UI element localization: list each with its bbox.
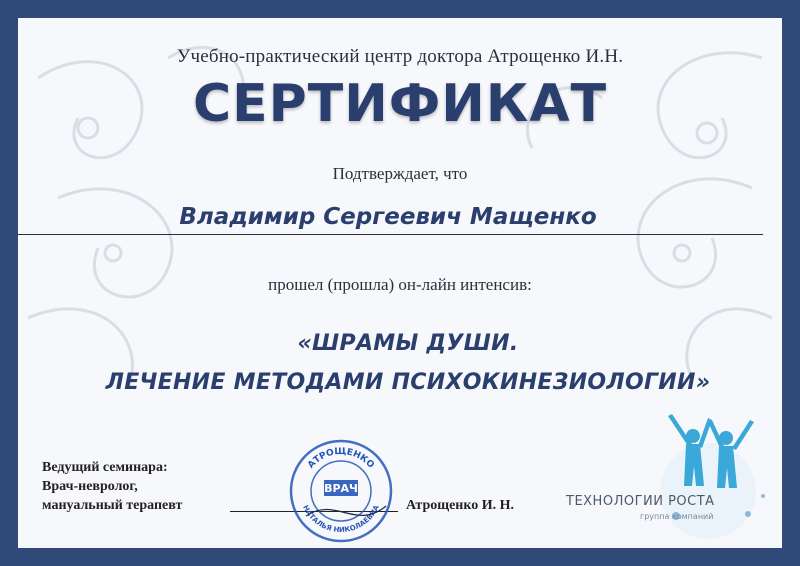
course-title-line2: ЛЕЧЕНИЕ МЕТОДАМИ ПСИХОКИНЕЗИОЛОГИИ» [105, 370, 711, 395]
leader-block [42, 458, 182, 515]
recipient-name: Владимир Сергеевич Мащенко [179, 204, 597, 230]
confirms-text: Подтверждает, что [332, 164, 468, 183]
leader-specialty: мануальный терапевт [42, 498, 183, 513]
certificate-title: СЕРТИФИКАТ [192, 74, 608, 134]
stamp-center-text: ВРАЧ [324, 482, 358, 495]
stamp-seal [286, 436, 396, 546]
stamp-top-text: АТРОЩЕНКО [306, 446, 376, 471]
company-logo-subtitle: группа компаний [640, 512, 714, 521]
course-title-line1: «ШРАМЫ ДУШИ. [297, 331, 519, 356]
completed-text: прошел (прошла) он-лайн интенсив: [268, 275, 532, 294]
svg-text:АТРОЩЕНКО [306, 447, 376, 471]
certificate-panel [18, 18, 782, 548]
company-logo-text: ТЕХНОЛОГИИ РОСТА [566, 494, 715, 509]
name-underline [18, 234, 763, 235]
svg-text:НАТАЛЬЯ НИКОЛАЕВНА [301, 503, 381, 534]
leader-label: Ведущий семинара: [42, 460, 168, 475]
signatory-name: Атрощенко И. Н. [406, 498, 515, 513]
company-logo-icon [558, 396, 782, 546]
stamp-bottom-text: НАТАЛЬЯ НИКОЛАЕВНА [301, 503, 381, 535]
leader-position: Врач-невролог, [42, 479, 138, 494]
organization-name: Учебно-практический центр доктора Атрощенко И.Н. [176, 46, 624, 67]
